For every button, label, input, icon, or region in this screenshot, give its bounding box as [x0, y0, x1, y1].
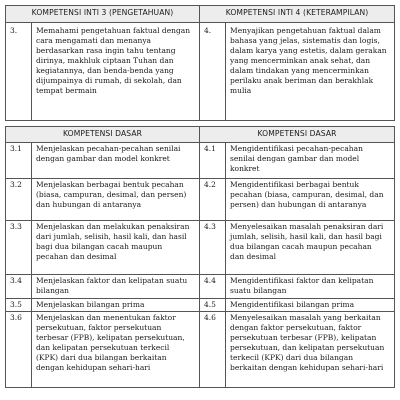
kd-left-text: Menjelaskan faktor dan kelipatan suatu bilangan	[32, 275, 200, 299]
kd-right-number: 4.4	[200, 275, 226, 299]
ki4-text: Menyajikan pengetahuan faktual dalam bahasa yang jelas, sistematis dan logis, dalam karya yang estetis, dalam gerakan yang mencerminkan anak sehat, dan dalam tindakan yang mencerminkan perilaku anak beriman dan berakhlak mulia	[226, 23, 395, 121]
kd-left-number: 3.4	[6, 275, 32, 299]
kd-right-text: Mengidentifikasi faktor dan kelipatan suatu bilangan	[226, 275, 395, 299]
basic-competency-table	[5, 126, 395, 388]
kd-right-number: 4.2	[200, 179, 226, 221]
kd-left-number: 3.6	[6, 312, 32, 388]
kd-right-header: KOMPETENSI DASAR	[200, 127, 395, 143]
kd-left-text: Menjelaskan bilangan prima	[32, 299, 200, 312]
kd-left-text: Menjelaskan dan melakukan penaksiran dari jumlah, selisih, hasil kali, dan hasil bagi dua bilangan cacah maupun pecahan dan desimal	[32, 221, 200, 275]
kd-left-text: Menjelaskan berbagai bentuk pecahan (biasa, campuran, desimal, dan persen) dan hubungan di antaranya	[32, 179, 200, 221]
kd-left-number: 3.2	[6, 179, 32, 221]
kd-right-number: 4.6	[200, 312, 226, 388]
ki4-number: 4.	[200, 23, 226, 121]
kd-right-text: Menyelesaikan masalah penaksiran dari jumlah, selisih, hasil kali, dan hasil bagi dua bilangan cacah maupun pecahan dan desimal	[226, 221, 395, 275]
kd-right-number: 4.3	[200, 221, 226, 275]
table-row	[6, 221, 395, 275]
kd-right-text: Menyelesaikan masalah yang berkaitan dengan faktor persekutuan, faktor persekutuan terbesar (FPB), kelipatan persekutuan, dan kelipatan persekutuan terkecil (KPK) dari dua bilangan berkaitan dengan kehidupan sehari-hari	[226, 312, 395, 388]
kd-right-text: Mengidentifikasi bilangan prima	[226, 299, 395, 312]
table-row	[6, 143, 395, 179]
competency-document	[5, 5, 394, 388]
table-row	[6, 179, 395, 221]
ki3-header: KOMPETENSI INTI 3 (PENGETAHUAN)	[6, 6, 200, 23]
kd-right-text: Mengidentifikasi berbagai bentuk pecahan (biasa, campuran, desimal, dan persen) dan hubungan di antaranya	[226, 179, 395, 221]
core-competency-table	[5, 5, 395, 121]
kd-left-text: Menjelaskan dan menentukan faktor persekutuan, faktor persekutuan terbesar (FPB), kelipatan persekutuan, dan kelipatan persekutuan terkecil (KPK) dari dua bilangan berkaitan dengan kehidupan sehari-hari	[32, 312, 200, 388]
kd-left-number: 3.5	[6, 299, 32, 312]
table-row	[6, 299, 395, 312]
ki3-number: 3.	[6, 23, 32, 121]
kd-right-number: 4.1	[200, 143, 226, 179]
table-row	[6, 312, 395, 388]
kd-right-text: Mengidentifikasi pecahan-pecahan senilai dengan gambar dan model konkret	[226, 143, 395, 179]
kd-left-number: 3.3	[6, 221, 32, 275]
kd-left-text: Menjelaskan pecahan-pecahan senilai dengan gambar dan model konkret	[32, 143, 200, 179]
ki4-header: KOMPETENSI INTI 4 (KETERAMPILAN)	[200, 6, 395, 23]
kd-left-header: KOMPETENSI DASAR	[6, 127, 200, 143]
kd-right-number: 4.5	[200, 299, 226, 312]
ki3-text: Memahami pengetahuan faktual dengan cara mengamati dan menanya berdasarkan rasa ingin tahu tentang dirinya, makhluk ciptaan Tuhan dan kegiatannya, dan benda-benda yang dijumpainya di rumah, di sekolah, dan tempat bermain	[32, 23, 200, 121]
kd-left-number: 3.1	[6, 143, 32, 179]
table-row	[6, 275, 395, 299]
